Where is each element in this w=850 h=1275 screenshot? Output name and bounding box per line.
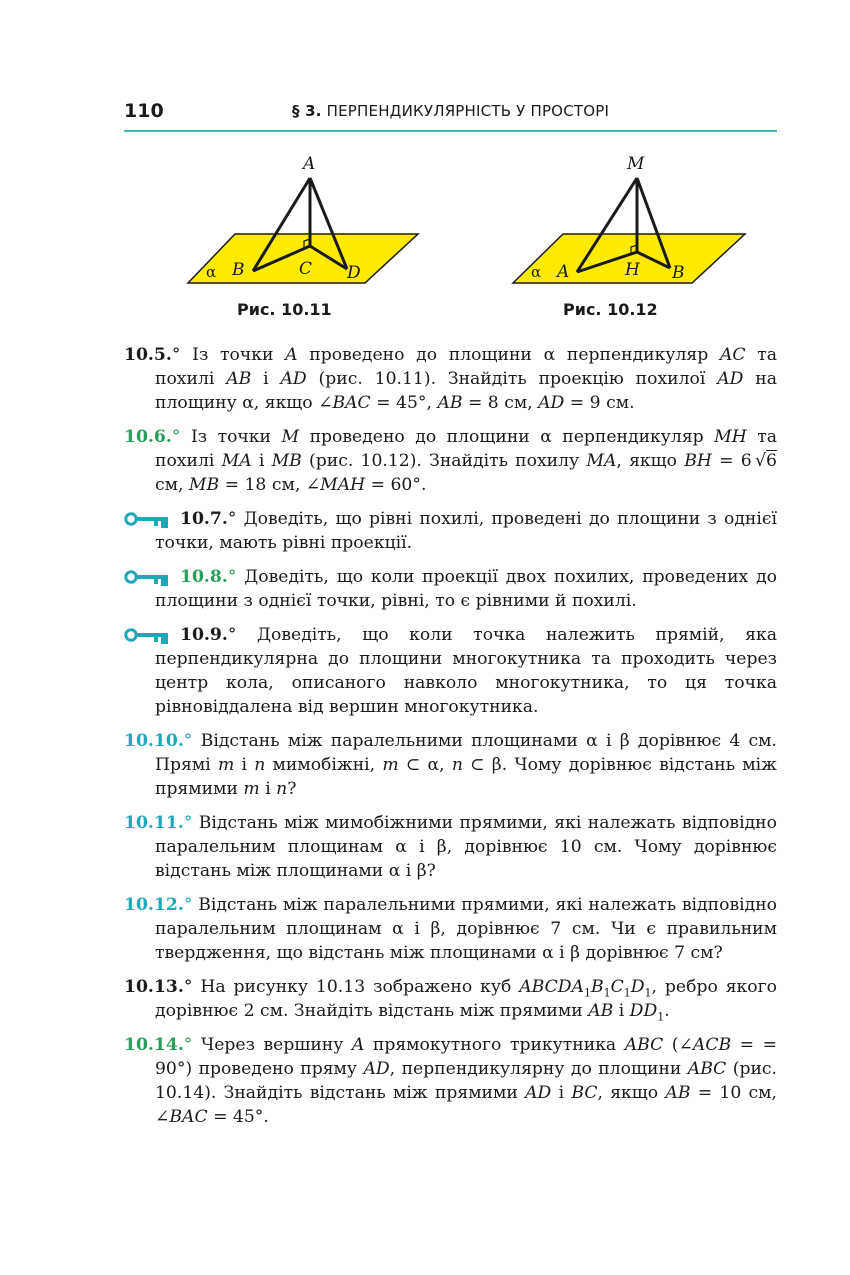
key-icon: [124, 570, 170, 586]
label-plane: α: [206, 263, 217, 281]
label-left: B: [232, 260, 245, 280]
problem-item: [124, 507, 777, 555]
figure-10-11-drawing: [180, 150, 430, 290]
problem-text: Відстань між паралельними прямими, які належать відповідно паралельним площинам α і β, дорівнює 7 см. Чи є правильним твердження, що відстань між площинами α і β дорівнює 7 см?: [155, 895, 778, 963]
problem-list: [124, 343, 777, 1139]
label-right: B: [672, 263, 685, 283]
problem-item: [124, 893, 777, 965]
difficulty-mark: °: [171, 345, 181, 365]
label-foot: C: [299, 259, 313, 279]
key-icon: [124, 628, 170, 644]
key-icon: [124, 512, 170, 528]
key-icon: [124, 627, 170, 651]
problem-number: 10.14.: [124, 1035, 184, 1055]
problem-text: Відстань між паралельними площинами α і β дорівнює 4 см. Прямі m і n мимобіжні, m ⊂ α, n ⊂ β. Чому дорівнює відстань між прямими m і n?: [155, 731, 778, 799]
figure-10-11: [180, 150, 430, 290]
figure-10-12-caption: Рис. 10.12: [563, 300, 658, 319]
difficulty-mark: °: [227, 625, 237, 645]
difficulty-mark: °: [183, 731, 193, 751]
label-apex: M: [627, 154, 645, 174]
figure-10-12-drawing: [505, 150, 755, 290]
label-foot: H: [625, 260, 640, 280]
label-left: A: [557, 262, 570, 282]
page-number: 110: [124, 100, 164, 122]
problem-number: 10.10.: [124, 731, 184, 751]
problem-item: [124, 565, 777, 613]
problem-number: 10.13.: [124, 977, 184, 997]
section-mark: § 3.: [292, 102, 322, 120]
problem-number: 10.9.: [180, 625, 228, 645]
label-apex: A: [303, 154, 316, 174]
difficulty-mark: °: [183, 1035, 193, 1055]
difficulty-mark: °: [183, 977, 193, 997]
difficulty-mark: °: [227, 509, 237, 529]
figure-10-12: [505, 150, 755, 290]
problem-text: Відстань між мимобіжними прямими, які належать відповідно паралельним площинам α і β, дорівнює 10 см. Чому дорівнює відстань між площинами α і β?: [155, 813, 777, 881]
problem-number: 10.6.: [124, 427, 172, 447]
problem-item: [124, 729, 777, 801]
section-title: ПЕРПЕНДИКУЛЯРНІСТЬ У ПРОСТОРІ: [326, 102, 610, 120]
difficulty-mark: °: [171, 427, 181, 447]
problem-item: [124, 343, 777, 415]
key-icon: [124, 511, 170, 535]
page-header: [124, 100, 777, 132]
problem-number: 10.11.: [124, 813, 184, 833]
problem-text: Доведіть, що коли проекції двох похилих, проведених до площини з однієї точки, рівні, то є рівними й похилі.: [155, 567, 777, 611]
label-right: D: [347, 263, 361, 283]
problem-text: Через вершину A прямокутного трикутника ABC (∠ACB = = 90°) проведено пряму AD, перпендикулярну до площини ABC (рис. 10.14). Знайдіть відстань між прямими AD і BC, якщо AB = 10 см, ∠BAC = 45°.: [155, 1035, 777, 1127]
figure-10-11-caption: Рис. 10.11: [237, 300, 332, 319]
problem-number: 10.7.: [180, 509, 228, 529]
label-plane: α: [531, 263, 542, 281]
problem-text: Із точки M проведено до площини α перпендикуляр MH та похилі MA і MB (рис. 10.12). Знайдіть похилу MA, якщо BH = 6 √6 см, MB = 18 см, ∠MAH = 60°.: [155, 427, 777, 495]
difficulty-mark: °: [227, 567, 237, 587]
problem-item: [124, 425, 777, 497]
problem-item: [124, 975, 777, 1023]
problem-number: 10.8.: [180, 567, 228, 587]
problem-text: На рисунку 10.13 зображено куб $ABCDA_1B_1C_1D_1$, ребро якого дорівнює 2 см. Знайдіть відстань між прямими AB і $DD_1$.: [155, 977, 778, 1024]
difficulty-mark: °: [183, 813, 193, 833]
problem-item: [124, 811, 777, 883]
problem-item: [124, 623, 777, 719]
problem-number: 10.12.: [124, 895, 184, 915]
problem-number: 10.5.: [124, 345, 172, 365]
key-icon: [124, 569, 170, 593]
problem-text: Доведіть, що коли точка належить прямій, яка перпендикулярна до площини многокутника та проходить через центр кола, описаного навколо многокутника, то ця точка рівновіддалена від вершин многокутника.: [155, 625, 777, 717]
problem-text: Із точки A проведено до площини α перпендикуляр AC та похилі AB і AD (рис. 10.11). Знайдіть проекцію похилої AD на площину α, якщо ∠BAC = 45°, AB = 8 см, AD = 9 см.: [155, 345, 777, 413]
difficulty-mark: °: [183, 895, 193, 915]
problem-item: [124, 1033, 777, 1129]
problem-text: Доведіть, що рівні похилі, проведені до площини з однієї точки, мають рівні проекції.: [155, 509, 777, 553]
running-title: [292, 102, 609, 120]
